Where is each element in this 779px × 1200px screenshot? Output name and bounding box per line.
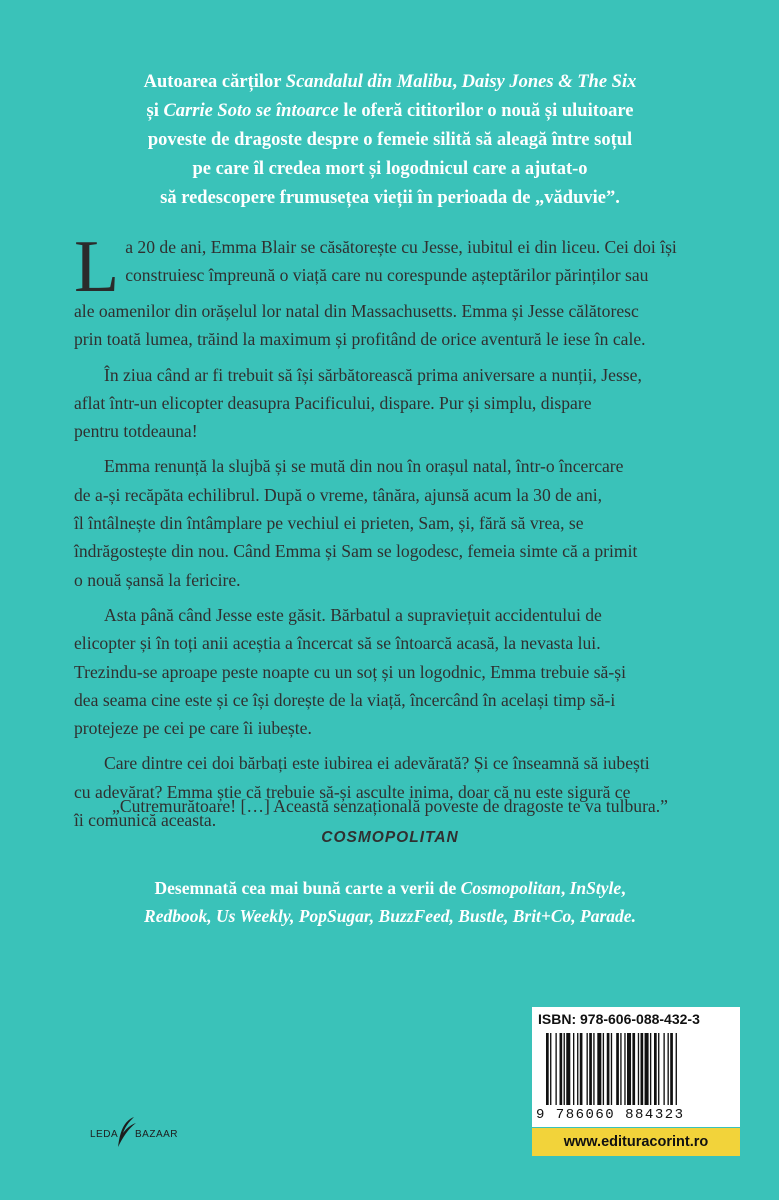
p3-line: îl întâlnește din întâmplare pe vechiul ei prieten, Sam, și, fără să vrea, se (74, 513, 584, 534)
p1-line: prin toată lumea, trăind la maximum și profitând de orice aventură le iese în cale. (74, 329, 646, 350)
p4-line: elicopter și în toți anii aceștia a încercat să se întoarcă acasă, la nevasta lui. (74, 633, 601, 654)
award-text: Desemnată cea mai bună carte a verii de (154, 878, 461, 898)
p2-line: aflat într-un elicopter deasupra Pacificului, dispare. Pur și simplu, dispare (74, 392, 592, 413)
paragraph-2 (74, 361, 706, 446)
p3-line: Emma renunță la slujbă și se mută din nou în orașul natal, într-o încercare (104, 456, 624, 477)
p5-line: cu adevărat? Emma știe că trebuie să-și asculte inima, doar că nu este sigură ce (74, 781, 631, 802)
intro-line-4: pe care îl credea mort și logodnicul care a ajutat-o (192, 159, 588, 179)
award-sep: , (560, 878, 570, 898)
paragraph-4 (74, 601, 706, 742)
intro-text: le oferă cititorilor o nouă și uluitoare (338, 101, 634, 121)
synopsis (74, 226, 706, 841)
p3-line: de a-și recăpăta echilibrul. După o vreme, tânăra, ajunsă acum la 30 de ani, (74, 484, 603, 505)
publisher-logo (90, 1115, 190, 1155)
logo-bazaar: BAZAAR (135, 1129, 179, 1140)
publisher-website[interactable]: www.edituracorint.ro (532, 1128, 740, 1156)
quote-text: „Cutremurătoare! […] Această senzațională poveste de dragoste te va tulbura.” (112, 796, 668, 816)
p5-line: îi comunică aceasta. (74, 810, 217, 831)
paragraph-1 (74, 226, 706, 354)
p4-line: dea seama cine este și ce își dorește de la viață, încercând în același timp să-i (74, 689, 616, 710)
barcode-panel (532, 1007, 740, 1127)
press-quote (74, 792, 706, 852)
intro-sep: , (452, 72, 462, 92)
logo-leda: LEDA (90, 1129, 119, 1140)
p3-line: o nouă șansă la fericire. (74, 569, 241, 590)
book-title-malibu: Scandalul din Malibu (285, 72, 453, 92)
intro-line-2 (60, 97, 720, 126)
award-line-2: Redbook, Us Weekly, PopSugar, BuzzFeed, Bustle, Brit+Co, Parade. (144, 906, 636, 926)
p3-line: îndrăgostește din nou. Când Emma și Sam se logodesc, femeia simte că a primit (74, 541, 638, 562)
drop-cap: L (74, 226, 120, 308)
paragraph-3 (74, 452, 706, 593)
p1-line: construiesc împreună o viață care nu corespunde așteptărilor părinților sau (125, 265, 649, 286)
award-mag: Cosmopolitan (460, 878, 561, 898)
award-line-1 (60, 874, 720, 902)
book-title-daisy: Daisy Jones & The Six (461, 72, 637, 92)
p4-line: protejeze pe cei pe care îi iubește. (74, 718, 312, 739)
award-sep: , (621, 878, 626, 898)
barcode-digits: 9 786060 884323 (536, 1107, 685, 1123)
intro-text: și (146, 101, 164, 121)
p1-line: ale oamenilor din orășelul lor natal din Massachusetts. Emma și Jesse călătoresc (74, 301, 639, 321)
quote-source: COSMOPOLITAN (321, 829, 459, 846)
isbn-text: ISBN: 978-606-088-432-3 (538, 1011, 700, 1027)
p4-line: Trezindu-se aproape peste noapte cu un soț și un logodnic, Emma trebuie să-și (74, 661, 626, 682)
p1-line: a 20 de ani, Emma Blair se căsătorește cu Jesse, iubitul ei din liceu. Cei doi își (125, 237, 677, 257)
intro-text: Autoarea cărților (143, 72, 286, 92)
book-title-carrie: Carrie Soto se întoarce (163, 101, 339, 121)
intro-line-3: poveste de dragoste despre o femeie silită să aleagă între soțul (147, 130, 633, 150)
intro-line-5: să redescopere frumusețea vieții în perioada de „văduvie”. (160, 188, 620, 208)
award-line (60, 874, 720, 930)
p2-line: pentru totdeauna! (74, 421, 198, 442)
intro-line-1 (60, 68, 720, 97)
barcode-icon (546, 1033, 726, 1105)
p4-line: Asta până când Jesse este găsit. Bărbatul a supraviețuit accidentului de (104, 604, 602, 625)
p5-line: Care dintre cei doi bărbați este iubirea ei adevărată? Și ce înseamnă să iubești (104, 753, 650, 774)
award-mag: InStyle (569, 878, 622, 898)
intro-blurb (60, 68, 720, 213)
p2-line: În ziua când ar fi trebuit să își sărbătorească prima aniversare a nunții, Jesse, (104, 364, 642, 385)
